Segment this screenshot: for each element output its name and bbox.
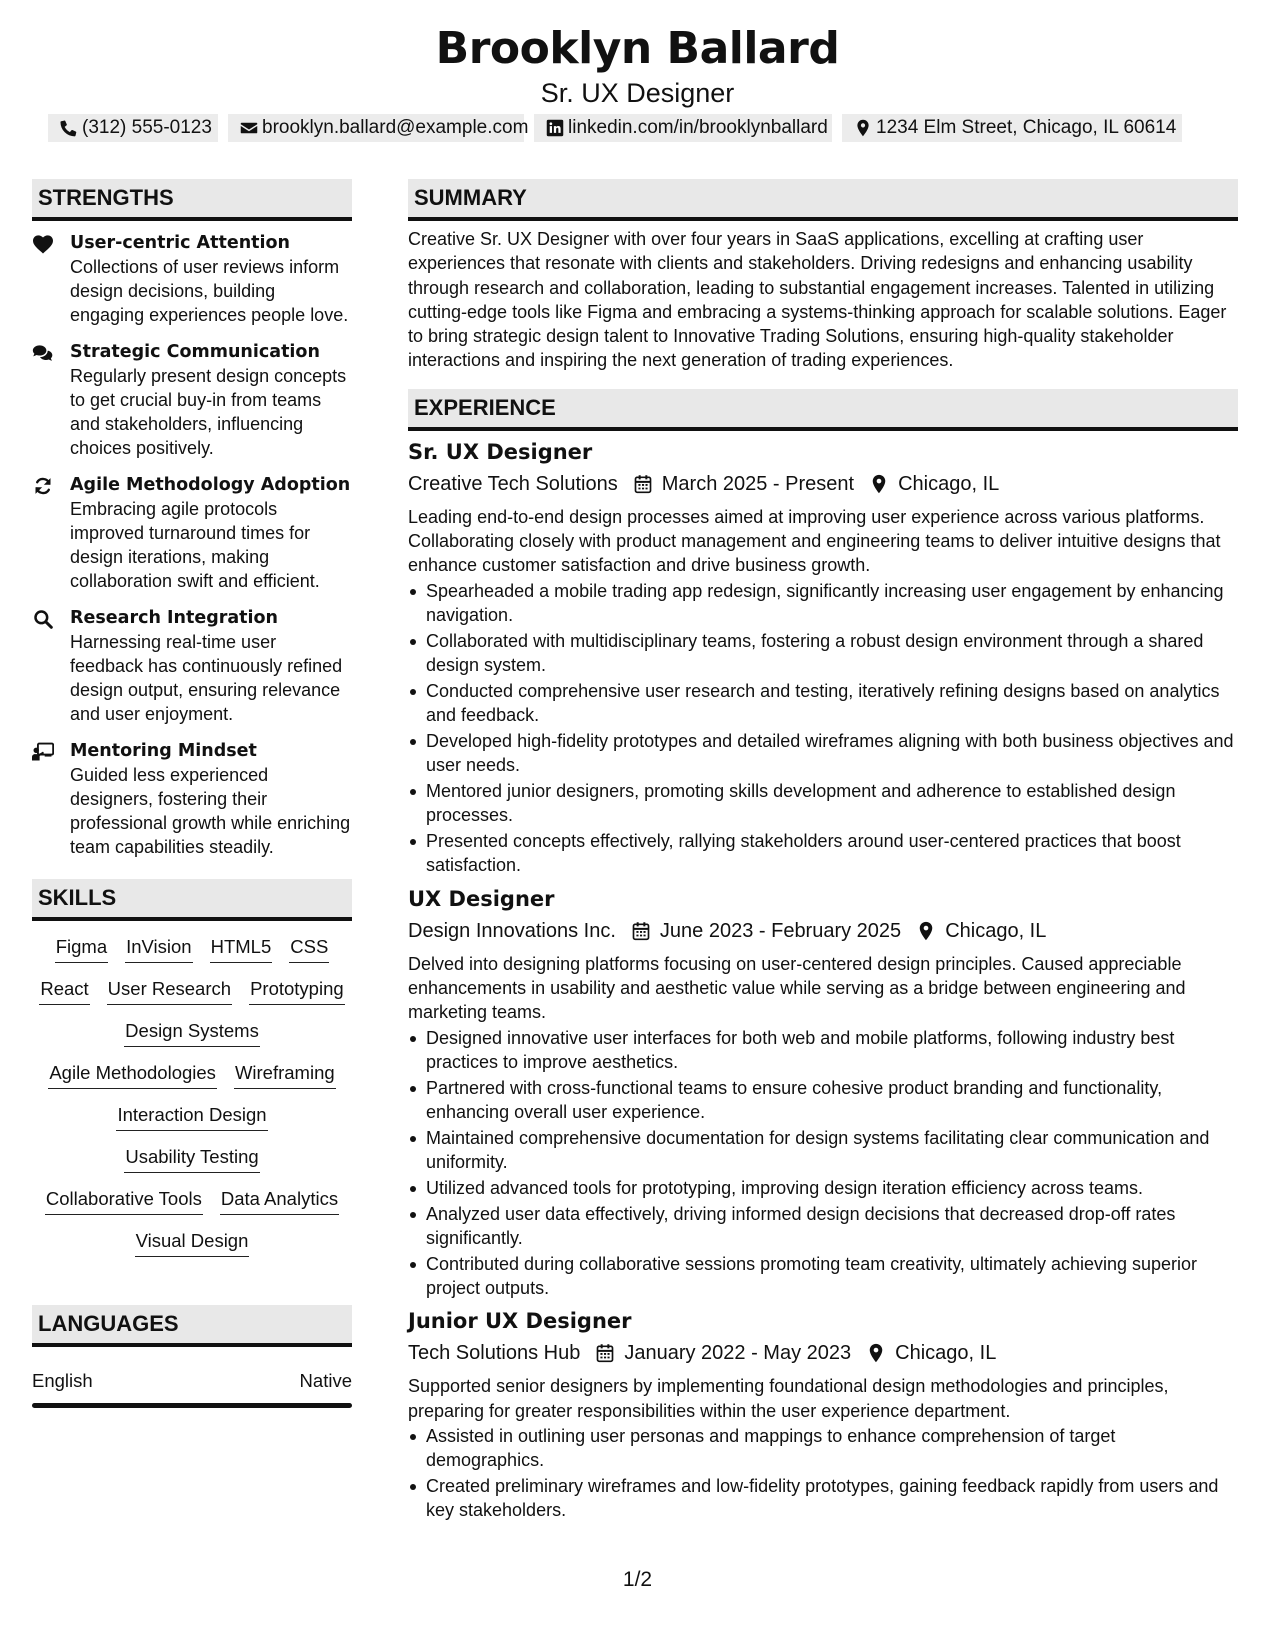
skill-tag: CSS [289,935,329,963]
language-item [32,1369,352,1393]
strength-desc: Regularly present design concepts to get crucial buy-in from teams and stakeholders, influencing choices positively. [70,366,347,458]
contact-bar [48,114,1228,142]
contact-email-text: brooklyn.ballard@example.com [262,117,529,138]
job-dates: March 2025 - Present [661,472,855,495]
job-bullet: Collaborated with multidisciplinary teams, fostering a robust design environment through a shared design system. [408,629,1238,678]
job-entry [408,437,1238,878]
phone-icon [60,118,78,138]
skill-tag: React [39,977,89,1005]
skill-tag: Visual Design [135,1229,250,1257]
summary-text: Creative Sr. UX Designer with over four years in SaaS applications, excelling at crafting user experiences that resonate with clients and stakeholders. Driving redesigns and enhancing usability through research and collaboration, leading to substantial engagement increases. Talented in utilizing cutting-edge tools like Figma and embracing a systems-thinking approach for scalable solutions. Eager to bring strategic design talent to Innovative Trading Solutions, ensuring high-quality stakeholder interactions and inspiring the next generation of trading experiences. [408,229,1227,371]
job-bullets [408,579,1238,878]
job-company: Creative Tech Solutions [408,472,618,495]
skills-list [32,935,352,1257]
job-description: Leading end-to-end design processes aimed at improving user experience across various platforms. Collaborating closely with product management and engineering teams to deliver intuitive designs that enhance customer satisfaction and drive business growth. [408,506,1221,576]
calendar-icon [630,920,652,942]
job-bullet: Spearheaded a mobile trading app redesign, significantly increasing user engagement by enhancing navigation. [408,579,1238,628]
job-bullet: Mentored junior designers, promoting skills development and adherence to established design processes. [408,779,1238,828]
job-bullet: Assisted in outlining user personas and mappings to enhance comprehension of target demographics. [408,1424,1238,1473]
contact-phone-text: (312) 555-0123 [82,117,212,138]
contact-email[interactable] [228,114,529,142]
skill-tag: Usability Testing [124,1145,259,1173]
strength-title: User-centric Attention [70,233,290,253]
skill-tag: User Research [107,977,232,1005]
job-title: Sr. UX Designer [408,439,593,464]
job-bullet: Contributed during collaborative sessions promoting team creativity, ultimately achieving superior project outputs. [408,1252,1238,1301]
job-meta [408,1338,1238,1368]
strength-desc: Collections of user reviews inform design decisions, building engaging experiences people love. [70,257,349,325]
language-proficiency-bar [32,1403,352,1408]
strength-desc: Embracing agile protocols improved turnaround times for design iterations, making collaboration swift and efficient. [70,499,320,591]
skill-tag: Agile Methodologies [48,1061,217,1089]
skills-heading: SKILLS [32,879,352,921]
job-bullet: Conducted comprehensive user research and testing, iteratively refining designs based on analytics and feedback. [408,679,1238,728]
candidate-role: Sr. UX Designer [540,78,735,108]
job-dates: January 2022 - May 2023 [624,1342,852,1365]
language-level: Native [299,1370,352,1391]
job-title: UX Designer [408,886,555,911]
job-bullets [408,1424,1238,1523]
languages-heading: LANGUAGES [32,1305,352,1347]
contact-linkedin-text: linkedin.com/in/brooklynballard [568,117,828,138]
job-location: Chicago, IL [895,1342,997,1365]
location-icon [868,473,890,495]
contact-address-text: 1234 Elm Street, Chicago, IL 60614 [876,117,1177,138]
contact-phone[interactable] [48,114,218,142]
languages-section [32,1305,352,1408]
calendar-icon [632,473,654,495]
job-bullet: Created preliminary wireframes and low-fidelity prototypes, gaining feedback rapidly from users and key stakeholders. [408,1474,1238,1523]
strength-item [32,473,352,593]
teacher-icon [32,739,70,859]
resume-header [0,22,1275,109]
job-company: Tech Solutions Hub [408,1342,581,1365]
strength-desc: Harnessing real-time user feedback has continuously refined design output, ensuring relevance and user enjoyment. [70,632,343,724]
strengths-heading: STRENGTHS [32,179,352,221]
strength-desc: Guided less experienced designers, fostering their professional growth while enriching team capabilities steadily. [70,765,351,857]
contact-address [842,114,1182,142]
job-meta [408,469,1238,499]
strength-title: Research Integration [70,608,279,628]
skill-tag: Interaction Design [116,1103,267,1131]
strength-title: Strategic Communication [70,342,320,362]
job-bullet: Analyzed user data effectively, driving informed design decisions that decreased drop-off rates significantly. [408,1202,1238,1251]
job-meta [408,916,1238,946]
job-bullet: Utilized advanced tools for prototyping, improving design iteration efficiency across teams. [408,1176,1238,1200]
strength-item [32,231,352,327]
location-icon [865,1342,887,1364]
strength-item [32,340,352,460]
job-bullet: Presented concepts effectively, rallying stakeholders around user-centered practices that boost satisfaction. [408,829,1238,878]
search-icon [32,606,70,726]
strengths-list [32,231,352,859]
job-location: Chicago, IL [945,919,1047,942]
job-company: Design Innovations Inc. [408,919,616,942]
left-column [32,179,352,1408]
job-bullet: Maintained comprehensive documentation for design systems facilitating clear communication and uniformity. [408,1126,1238,1175]
page-number: 1/2 [622,1568,653,1591]
skill-tag: Data Analytics [220,1187,339,1215]
skill-tag: Figma [55,935,108,963]
job-bullet: Developed high-fidelity prototypes and detailed wireframes aligning with both business objectives and user needs. [408,729,1238,778]
skill-tag: Design Systems [124,1019,260,1047]
job-entry [408,1306,1238,1522]
experience-heading: EXPERIENCE [408,389,1238,431]
location-icon [854,118,872,138]
contact-linkedin[interactable] [534,114,832,142]
job-bullet: Partnered with cross-functional teams to ensure cohesive product branding and functionality, enhancing overall user experience. [408,1076,1238,1125]
strength-title: Mentoring Mindset [70,741,257,761]
language-name: English [32,1370,93,1391]
job-description: Supported senior designers by implementing foundational design methodologies and principles, preparing for greater responsibilities within the user experience department. [408,1376,1169,1421]
strength-title: Agile Methodology Adoption [70,475,351,495]
job-bullets [408,1026,1238,1301]
skill-tag: Prototyping [249,977,345,1005]
skill-tag: HTML5 [210,935,273,963]
job-bullet: Designed innovative user interfaces for both web and mobile platforms, following industry best practices to improve aesthetics. [408,1026,1238,1075]
calendar-icon [594,1342,616,1364]
job-entry [408,884,1238,1301]
job-dates: June 2023 - February 2025 [659,919,902,942]
linkedin-icon [546,118,564,138]
summary-heading: SUMMARY [408,179,1238,221]
right-column [408,179,1238,1524]
heart-icon [32,231,70,327]
candidate-name: Brooklyn Ballard [435,23,840,74]
sync-icon [32,473,70,593]
job-location: Chicago, IL [898,472,1000,495]
skill-tag: Wireframing [234,1061,336,1089]
skills-section [32,879,352,1257]
strength-item [32,739,352,859]
comments-icon [32,340,70,460]
strength-item [32,606,352,726]
skill-tag: InVision [125,935,192,963]
job-title: Junior UX Designer [408,1309,632,1334]
skill-tag: Collaborative Tools [45,1187,203,1215]
location-icon [915,920,937,942]
email-icon [240,118,258,138]
job-description: Delved into designing platforms focusing on user-centered design principles. Caused appreciable enhancements in usability and aesthetic value while serving as a bridge between engineering and marketing teams. [408,953,1186,1023]
